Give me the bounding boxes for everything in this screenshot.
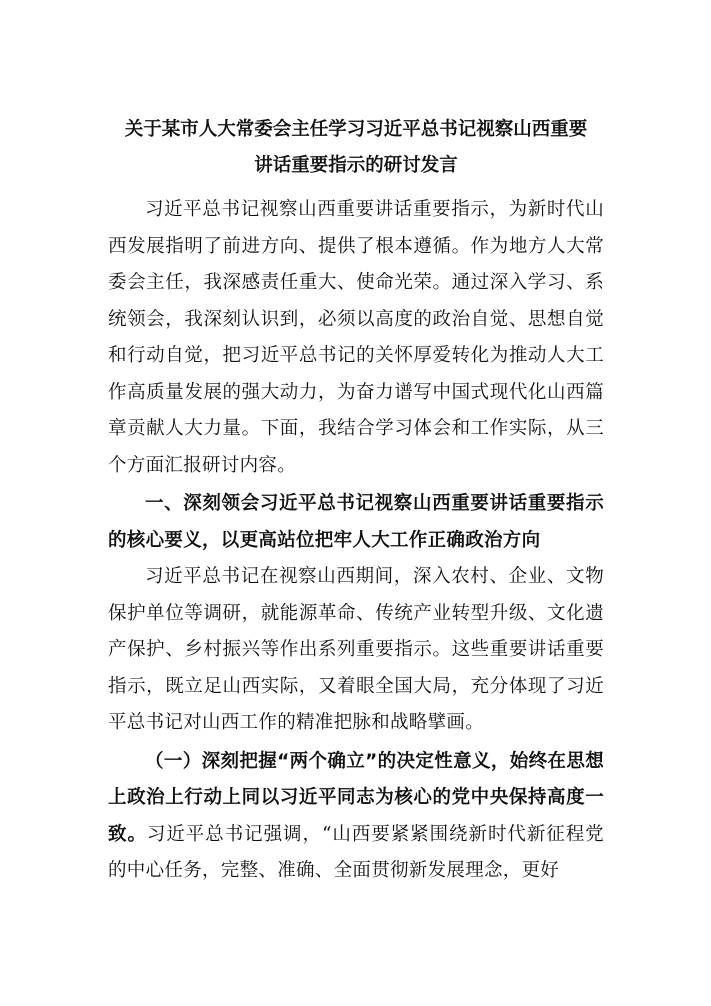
title-line-1: 关于某市人大常委会主任学习习近平总书记视察山西重要 bbox=[124, 119, 588, 140]
section-heading-1: 一、深刻领会习近平总书记视察山西重要讲话重要指示的核心要义，以更高站位把牢人大工作正确政治方向 bbox=[108, 493, 604, 551]
subsection-1-heading: （一）深刻把握“两个确立”的决定性意义，始终在思想上政治上行动上同以习近平同志为核心的党中央保持高度一致。 bbox=[108, 750, 604, 845]
intro-paragraph: 习近平总书记视察山西重要讲话重要指示，为新时代山西发展指明了前进方向、提供了根本遵循。作为地方人大常委会主任，我深感责任重大、使命光荣。通过深入学习、系统领会，我深刻认识到，必须以高度的政治自觉、思想自觉和行动自觉，把习近平总书记的关怀厚爱转化为推动人大工作高质量发展的强大动力，为奋力谱写中国式现代化山西篇章贡献人大力量。下面，我结合学习体会和工作实际，从三个方面汇报研讨内容。 bbox=[108, 199, 604, 476]
subsection-1-text: 习近平总书记强调，“山西要紧紧围绕新时代新征程党的中心任务，完整、准确、全面贯彻新发展理念，更好 bbox=[108, 823, 604, 881]
document-title bbox=[108, 112, 604, 184]
section-1-paragraph: 习近平总书记在视察山西期间，深入农村、企业、文物保护单位等调研，就能源革命、传统产业转型升级、文化遗产保护、乡村振兴等作出系列重要指示。这些重要讲话重要指示，既立足山西实际，又着眼全国大局，充分体现了习近平总书记对山西工作的精准把脉和战略擘画。 bbox=[108, 566, 604, 733]
title-line-2: 讲话重要指示的研讨发言 bbox=[254, 155, 458, 176]
subsection-1-paragraph bbox=[108, 744, 604, 890]
document-body bbox=[108, 112, 604, 890]
